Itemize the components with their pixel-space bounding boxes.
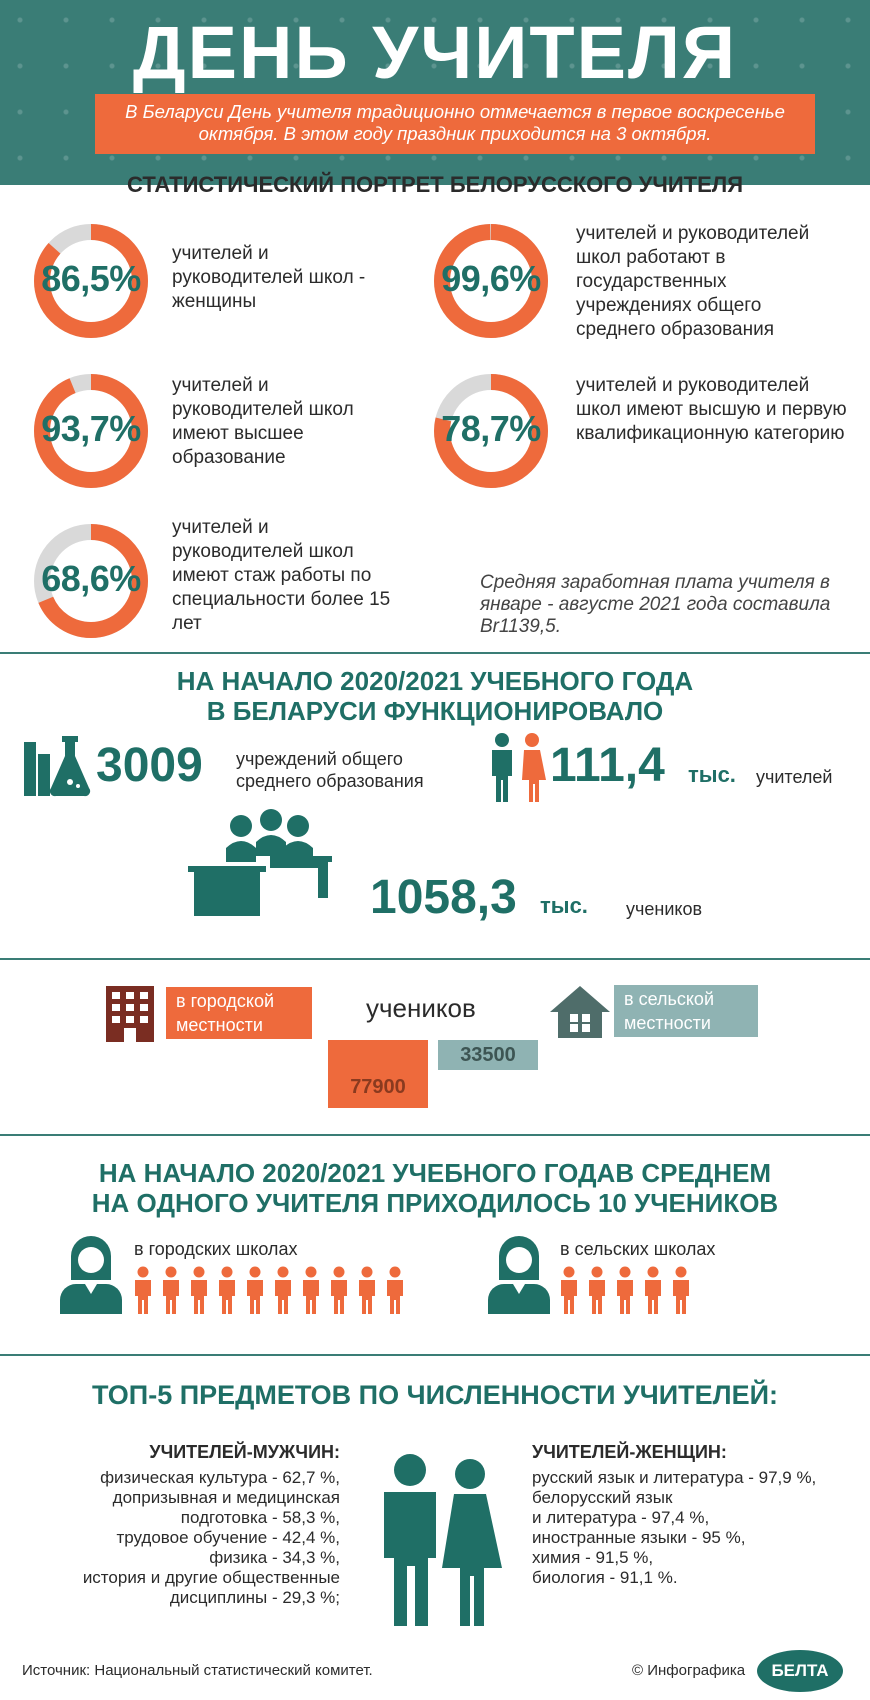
footer-source: Источник: Национальный статистический комитет.	[22, 1662, 373, 1679]
stat-ring-2	[432, 222, 550, 340]
city-building-icon	[102, 984, 158, 1042]
classroom-icon	[186, 808, 336, 918]
women-line: русский язык и литература - 97,9 %,	[532, 1468, 817, 1487]
urban-label-2: местности	[176, 1015, 263, 1035]
stat-text-4: учителей и руководителей школ имеют высшую и первую квалификационную категорию	[576, 375, 847, 444]
men-header: УЧИТЕЛЕЙ-МУЖЧИН:	[149, 1442, 340, 1462]
rural-label-2: местности	[624, 1013, 711, 1033]
urban-pupils-value: 77900	[350, 1076, 406, 1098]
men-line: дисциплины - 29,3 %;	[169, 1588, 340, 1607]
stat-text-1: учителей и руководителей школ - женщины	[172, 243, 366, 312]
pupils-label: учеников	[626, 899, 703, 919]
pupil-icon	[160, 1266, 182, 1314]
pupil-icon	[670, 1266, 692, 1314]
stat-value-4: 78,7%	[441, 408, 541, 449]
school-building-icon	[22, 732, 94, 798]
urban-pupils-row	[132, 1266, 412, 1316]
pupil-icon	[132, 1266, 154, 1314]
institutions-value: 3009	[96, 739, 203, 792]
ratio-title-line2: НА ОДНОГО УЧИТЕЛЯ ПРИХОДИЛОСЬ 10 УЧЕНИКОВ	[91, 1188, 779, 1218]
portrait-title: СТАТИСТИЧЕСКИЙ ПОРТРЕТ БЕЛОРУССКОГО УЧИТЕЛЯ	[127, 172, 743, 197]
men-line: допризывная и медицинская	[112, 1488, 340, 1507]
pupil-icon	[188, 1266, 210, 1314]
pupil-icon	[328, 1266, 350, 1314]
urban-pupils-bar	[328, 1040, 428, 1108]
pupils-center-label: учеников	[366, 993, 476, 1023]
men-subjects	[60, 1442, 340, 1608]
pupils-unit: тыс.	[540, 893, 588, 918]
women-line: иностранные языки - 95 %,	[532, 1528, 746, 1547]
pupil-icon	[300, 1266, 322, 1314]
pupil-icon	[244, 1266, 266, 1314]
ratio-title-line1: НА НАЧАЛО 2020/2021 УЧЕБНОГО ГОДАВ СРЕДНЕМ	[98, 1158, 772, 1188]
house-icon	[548, 984, 612, 1040]
rural-pupils-value: 33500	[460, 1044, 516, 1066]
divider	[0, 652, 870, 654]
couple-icon	[370, 1452, 510, 1628]
pupil-icon	[586, 1266, 608, 1314]
teachers-unit: тыс.	[688, 762, 736, 787]
stat-text-5: учителей и руководителей школ имеют стаж работы по специальности более 15 лет	[172, 517, 391, 634]
pupil-icon	[272, 1266, 294, 1314]
salary-note: Средняя заработная плата учителя в январе - августе 2021 года составила Br1139,5.	[480, 572, 831, 637]
functioning-title-line1: НА НАЧАЛО 2020/2021 УЧЕБНОГО ГОДА	[176, 666, 694, 696]
men-line: история и другие общественные	[82, 1568, 340, 1587]
stat-ring-5	[32, 522, 150, 640]
header-banner	[0, 0, 870, 185]
men-line: физическая культура - 62,7 %,	[100, 1468, 340, 1487]
pupils-value: 1058,3	[370, 871, 517, 924]
institutions-label-2: среднего образования	[236, 771, 424, 791]
urban-teacher-icon	[56, 1232, 126, 1314]
women-header: УЧИТЕЛЕЙ-ЖЕНЩИН:	[532, 1442, 727, 1462]
ratio-urban-label: в городских школах	[134, 1239, 298, 1259]
women-subjects	[532, 1442, 852, 1588]
stat-value-2: 99,6%	[441, 258, 541, 299]
teachers-label: учителей	[756, 767, 833, 787]
men-line: подготовка - 58,3 %,	[180, 1508, 340, 1527]
men-line: трудовое обучение - 42,4 %,	[116, 1528, 340, 1547]
functioning-title-line2: В БЕЛАРУСИ ФУНКЦИОНИРОВАЛО	[206, 696, 664, 726]
stat-value-3: 93,7%	[41, 408, 141, 449]
pupil-icon	[356, 1266, 378, 1314]
stat-value-5: 68,6%	[41, 558, 141, 599]
pupil-icon	[558, 1266, 580, 1314]
rural-pupils-row	[558, 1266, 718, 1316]
divider	[0, 1354, 870, 1356]
stat-text-3: учителей и руководителей школ имеют высшее образование	[172, 375, 354, 468]
men-line: физика - 34,3 %,	[209, 1548, 340, 1567]
belta-logo: БЕЛТА	[757, 1650, 843, 1692]
rural-teacher-icon	[484, 1232, 554, 1314]
teachers-value: 111,4	[550, 739, 665, 792]
pupil-icon	[614, 1266, 636, 1314]
women-line: и литература - 97,4 %,	[532, 1508, 710, 1527]
divider	[0, 958, 870, 960]
page-title: ДЕНЬ УЧИТЕЛЯ	[132, 11, 738, 94]
pupil-icon	[642, 1266, 664, 1314]
rural-pupils-bar	[438, 1040, 538, 1070]
stat-ring-1	[32, 222, 150, 340]
pupil-icon	[216, 1266, 238, 1314]
ratio-rural-label: в сельских школах	[560, 1239, 716, 1259]
pupil-icon	[384, 1266, 406, 1314]
stat-text-2: учителей и руководителей школ работают в государственных учреждениях общего среднего образования	[576, 223, 810, 340]
rural-label-1: в сельской	[624, 989, 714, 1009]
subjects-title: ТОП-5 ПРЕДМЕТОВ ПО ЧИСЛЕННОСТИ УЧИТЕЛЕЙ:	[91, 1380, 779, 1410]
stat-ring-3	[32, 372, 150, 490]
divider	[0, 1134, 870, 1136]
stat-ring-4	[432, 372, 550, 490]
teachers-people-icon	[486, 732, 548, 804]
urban-label-1: в городской	[176, 991, 275, 1011]
women-line: химия - 91,5 %,	[532, 1548, 654, 1567]
footer-credit: © Инфографика	[632, 1662, 746, 1679]
header-subtitle: В Беларуси День учителя традиционно отмечается в первое воскресенье октября. В этом году праздник приходится на 3 октября.	[95, 94, 815, 154]
institutions-label-1: учреждений общего	[236, 749, 403, 769]
women-line: биология - 91,1 %.	[532, 1568, 678, 1587]
urban-label-box	[166, 987, 312, 1039]
stat-value-1: 86,5%	[41, 258, 141, 299]
women-line: белорусский язык	[532, 1488, 673, 1507]
rural-label-box	[614, 985, 758, 1037]
